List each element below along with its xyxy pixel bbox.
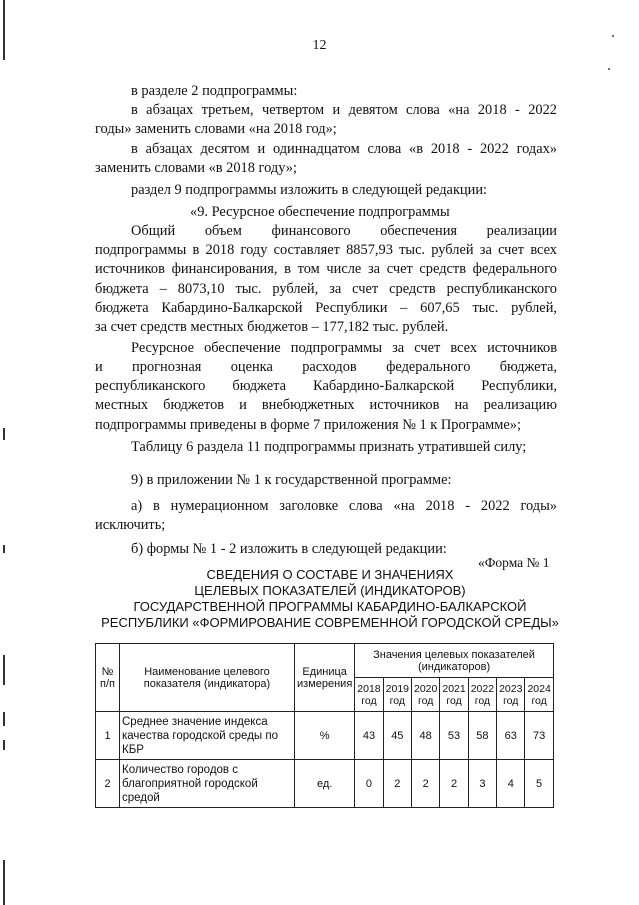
header-year: 2022 год [468,678,496,712]
paragraph: в абзацах десятом и одиннадцатом слова «в 2018 - 2022 годах» [131,141,557,157]
page-number: 12 [312,38,327,53]
paragraph: источников финансирования, в том числе за счет средств федерального [95,261,557,277]
section-heading: «9. Ресурсное обеспечение подпрограммы [190,204,450,220]
form-label: «Форма № 1 [478,555,550,570]
scan-mark [3,655,5,685]
scan-mark [3,860,5,905]
paragraph: раздел 9 подпрограммы изложить в следующей редакции: [131,182,488,198]
header-values: Значения целевых показателей (индикаторов) [355,644,554,678]
paragraph: б) формы № 1 - 2 изложить в следующей редакции: [131,541,447,557]
row-value: 2 [412,760,440,808]
table-title-line: СВЕДЕНИЯ О СОСТАВЕ И ЗНАЧЕНИЯХ [206,567,454,582]
row-value: 48 [412,712,440,760]
row-value: 3 [468,760,496,808]
row-value: 5 [525,760,553,808]
table-title-line: ГОСУДАРСТВЕННОЙ ПРОГРАММЫ КАБАРДИНО-БАЛКАРСКОЙ [133,599,527,614]
paragraph: бюджета Кабардино-Балкарской Республики – 607,65 тыс. рублей, [95,300,557,316]
row-value: 73 [525,712,553,760]
row-value: 58 [468,712,496,760]
row-value: 0 [355,760,383,808]
header-num: № п/п [96,644,120,712]
table-row [96,712,554,760]
paragraph: годы» заменить словами «на 2018 год»; [95,121,337,137]
paragraph: в разделе 2 подпрограммы: [131,83,298,99]
row-num: 2 [96,760,120,808]
row-value: 2 [383,760,411,808]
row-name: Среднее значение индекса качества городской среды по КБР [120,712,295,760]
row-value: 4 [497,760,525,808]
header-year: 2019 год [383,678,411,712]
row-value: 2 [440,760,468,808]
row-num: 1 [96,712,120,760]
paragraph: Общий объем финансового обеспечения реализации [131,223,557,239]
paragraph: местных бюджетов и внебюджетных источников на реализацию [95,397,557,413]
row-name: Количество городов с благоприятной городской средой [120,760,295,808]
row-value: 63 [497,712,525,760]
paragraph: исключить; [95,517,166,533]
row-value: 43 [355,712,383,760]
paragraph: заменить словами «в 2018 году»; [95,160,297,176]
scan-mark [3,428,5,440]
table-title-line: ЦЕЛЕВЫХ ПОКАЗАТЕЛЕЙ (ИНДИКАТОРОВ) [194,583,466,598]
paragraph: бюджета – 8073,10 тыс. рублей, за счет средств республиканского [95,281,557,297]
scan-mark [3,712,5,726]
header-year: 2018 год [355,678,383,712]
paragraph: Ресурсное обеспечение подпрограммы за счет всех источников [131,340,557,356]
header-year: 2021 год [440,678,468,712]
table-title [100,567,560,631]
table-title-line: РЕСПУБЛИКИ «ФОРМИРОВАНИЕ СОВРЕМЕННОЙ ГОРОДСКОЙ СРЕДЫ» [101,615,559,630]
header-name: Наименование целевого показателя (индикатора) [120,644,295,712]
row-unit: % [295,712,355,760]
paragraph: и прогнозная оценка расходов федерального бюджета, [95,359,557,375]
header-year: 2023 год [497,678,525,712]
table-row [96,760,554,808]
header-unit: Единица измерения [295,644,355,712]
scan-speck [608,68,610,70]
indicators-table [95,643,554,808]
scan-mark [3,545,5,553]
paragraph: за счет средств местных бюджетов – 177,182 тыс. рублей. [95,319,449,335]
paragraph: подпрограммы в 2018 году составляет 8857,93 тыс. рублей за счет всех [95,242,557,258]
scan-speck [612,35,614,37]
row-value: 53 [440,712,468,760]
header-year: 2020 год [412,678,440,712]
scan-mark [3,740,5,750]
paragraph: а) в нумерационном заголовке слова «на 2018 - 2022 годы» [131,498,557,514]
scan-mark [3,0,5,60]
paragraph: в абзацах третьем, четвертом и девятом слова «на 2018 - 2022 [131,102,557,118]
paragraph: подпрограммы приведены в форме 7 приложения № 1 к Программе»; [95,417,521,433]
paragraph: Таблицу 6 раздела 11 подпрограммы признать утратившей силу; [131,439,527,455]
paragraph: 9) в приложении № 1 к государственной программе: [131,472,452,488]
row-value: 45 [383,712,411,760]
paragraph: республиканского бюджета Кабардино-Балкарской Республики, [95,378,557,394]
header-year: 2024 год [525,678,553,712]
row-unit: ед. [295,760,355,808]
